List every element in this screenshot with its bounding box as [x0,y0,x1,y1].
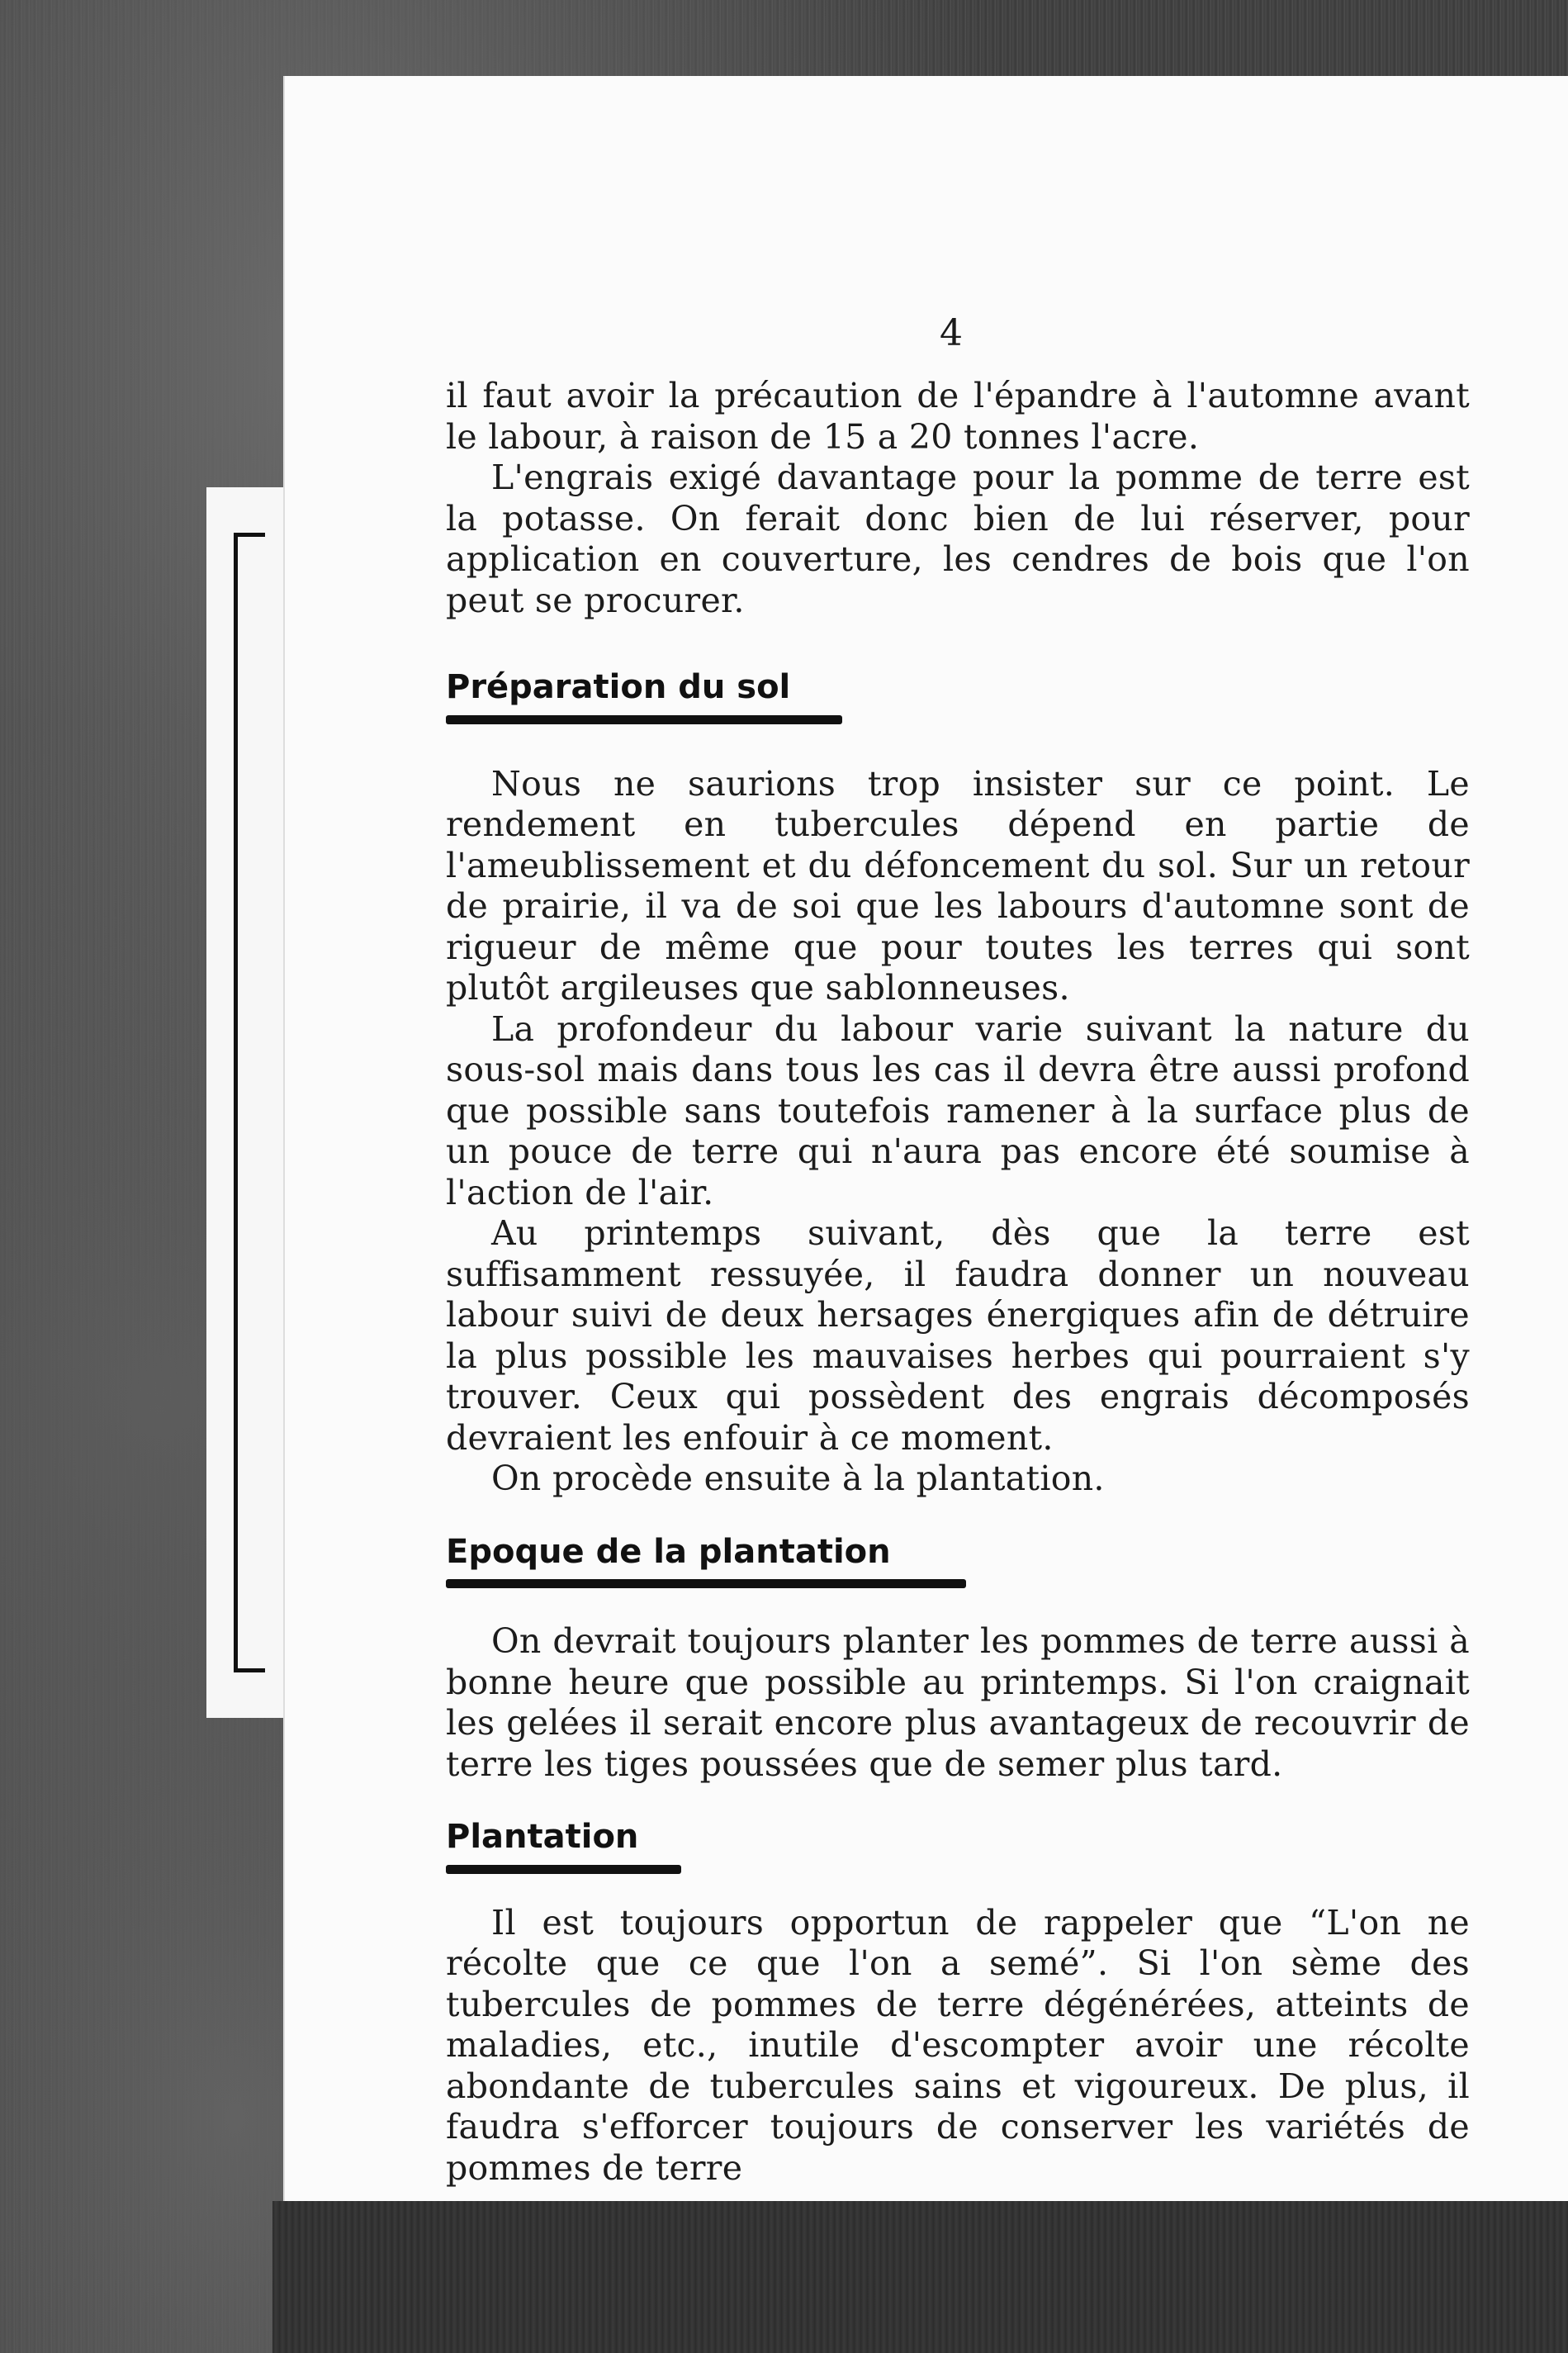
intro-paragraph-1: il faut avoir la précaution de l'épandre à l'automne avant le labour, à raison de 15 a 20 tonnes l'acre. [446,376,1470,457]
page-number: 4 [940,312,963,354]
text-column [446,376,1470,2189]
paragraph: Nous ne saurions trop insister sur ce point. Le rendement en tubercules dépend en partie de l'ameublissement et du défoncement du sol. Sur un retour de prairie, il va de soi que les labours d'automne sont de rigueur de même que pour toutes les terres qui sont plutôt argileuses que sablonneuses. [446,763,1470,1008]
margin-bracket [234,533,265,1672]
section-title: Epoque de la plantation [446,1532,891,1571]
heading-underline [446,715,842,724]
paragraph: Il est toujours opportun de rappeler que “L'on ne récolte que ce que l'on a semé”. Si l'on sème des tubercules de pommes de terre dégénérées, atteints de maladies, etc., inutile d'escompter avoir une récolte abondante de tubercules sains et vigoureux. De plus, il faudra s'efforcer toujours de conserver les variétés de pommes de terre [446,1902,1470,2188]
section-heading-preparation [446,667,1470,724]
paragraph: On procède ensuite à la plantation. [491,1459,1105,1498]
section-heading-epoque [446,1531,1470,1589]
section-heading-plantation [446,1816,1470,1874]
section-title: Préparation du sol [446,668,791,706]
paragraph: La profondeur du labour varie suivant la nature du sous-sol mais dans tous les cas il devra être aussi profond que possible sans toutefois ramener à la surface plus de un pouce de terre qui n'aura pas encore été soumise à l'action de l'air. [446,1008,1470,1212]
heading-underline [446,1865,681,1874]
paragraph: On devrait toujours planter les pommes de terre aussi à bonne heure que possible au printemps. Si l'on craignait les gelées il serait encore plus avantageux de recouvrir de terre les tiges poussées que de semer plus tard. [446,1621,1470,1784]
section-title: Plantation [446,1818,639,1856]
heading-underline [446,1579,966,1588]
paragraph: Au printemps suivant, dès que la terre est suffisamment ressuyée, il faudra donner un nouveau labour suivi de deux hersages énergiques afin de détruire la plus possible les mauvaises herbes qui pourraient s'y trouver. Ceux qui possèdent des engrais décomposés devraient les enfouir à ce moment. [446,1213,1470,1458]
intro-paragraph-2: L'engrais exigé davantage pour la pomme de terre est la potasse. On ferait donc bien de lui réserver, pour application en couverture, les cendres de bois que l'on peut se procurer. [446,458,1470,620]
scan-bottom-edge [272,2201,1568,2353]
